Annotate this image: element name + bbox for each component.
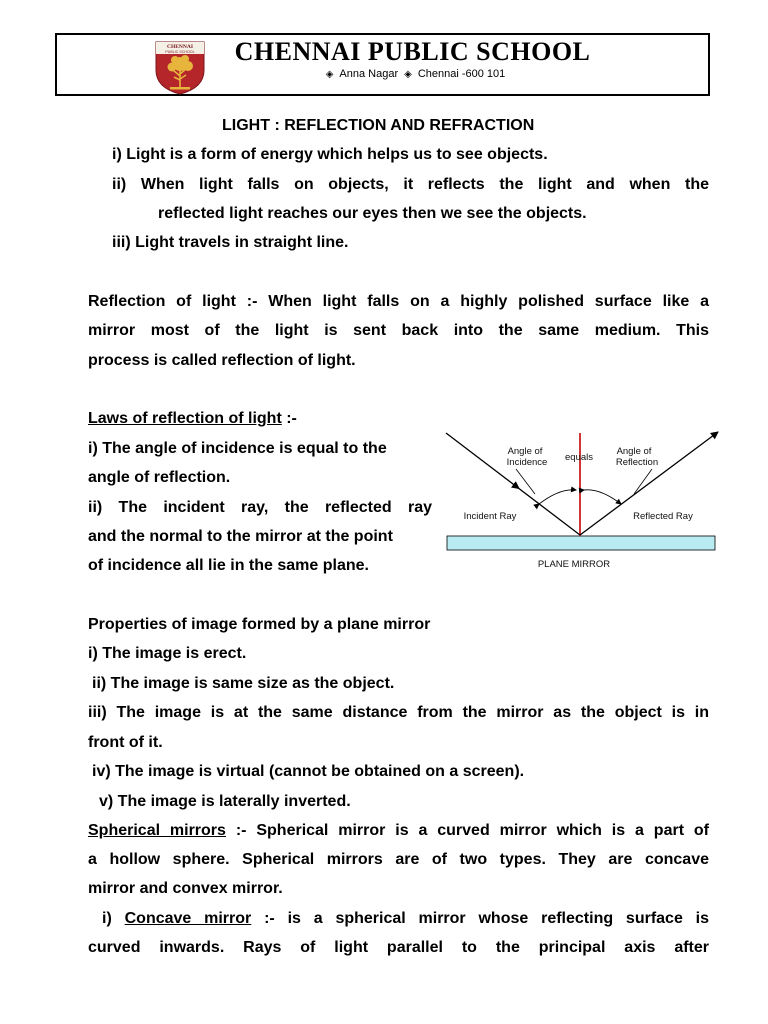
- laws-heading-suffix: :-: [281, 410, 297, 427]
- property-5: v) The image is laterally inverted.: [99, 793, 351, 810]
- reflection-diagram: [440, 428, 725, 576]
- law-1-line-2: angle of reflection.: [88, 469, 231, 486]
- reflection-definition-line-1: Reflection of light :- When light falls on a highly polished surface like a: [88, 293, 709, 310]
- concave-line-2: curved inwards. Rays of light parallel to the principal axis after: [88, 939, 709, 956]
- address-area: Anna Nagar: [339, 68, 399, 80]
- angle-incidence-label-2: Incidence: [506, 457, 548, 468]
- page-title: LIGHT : REFLECTION AND REFRACTION: [222, 117, 535, 134]
- property-1: i) The image is erect.: [88, 645, 247, 662]
- law-1-line-1: i) The angle of incidence is equal to the: [88, 440, 387, 457]
- angle-reflection-label-2: Reflection: [615, 457, 659, 468]
- reflection-angle-arc: [584, 490, 621, 504]
- reflection-label-pointer: [634, 469, 652, 494]
- plane-mirror: [447, 536, 715, 550]
- laws-heading: [88, 404, 297, 433]
- property-4: iv) The image is virtual (cannot be obtained on a screen).: [92, 763, 525, 780]
- diamond-bullet-icon: ◈: [404, 69, 412, 80]
- spherical-line-3: mirror and convex mirror.: [88, 880, 283, 897]
- reflection-definition-line-2: mirror most of the light is sent back into the same medium. This: [88, 322, 709, 339]
- law-2-line-3: of incidence all lie in the same plane.: [88, 557, 369, 574]
- equals-label: equals: [565, 452, 593, 463]
- logo-text-top: CHENNAI: [167, 44, 193, 50]
- intro-point-2-cont: reflected light reaches our eyes then we see the objects.: [158, 205, 587, 222]
- concave-line-1: [102, 904, 709, 933]
- spherical-line-2: a hollow sphere. Spherical mirrors are of two types. They are concave: [88, 851, 709, 868]
- spherical-line-1: [88, 816, 709, 845]
- diamond-bullet-icon: ◈: [325, 69, 334, 80]
- intro-point-1: i) Light is a form of energy which helps us to see objects.: [112, 146, 548, 163]
- school-header: [55, 33, 710, 96]
- property-2: ii) The image is same size as the object.: [92, 675, 395, 692]
- concave-heading: Concave mirror: [124, 910, 252, 927]
- law-2-line-2: and the normal to the mirror at the point: [88, 528, 393, 545]
- incident-ray-arrow-icon: [513, 484, 519, 489]
- spherical-heading: Spherical mirrors: [88, 822, 226, 839]
- property-3: iii) The image is at the same distance from the mirror as the object is in: [88, 704, 709, 721]
- laws-heading-text: Laws of reflection of light: [88, 410, 282, 427]
- incident-ray-label: Incident Ray: [463, 511, 517, 522]
- incidence-angle-arc: [539, 490, 576, 504]
- school-address: [57, 68, 708, 80]
- reflection-definition-line-3: process is called reflection of light.: [88, 352, 356, 369]
- spherical-line-1-rest: :- Spherical mirror is a curved mirror which is a part of: [225, 822, 709, 839]
- concave-line-1-rest: :- is a spherical mirror whose reflecting surface is: [251, 910, 710, 927]
- property-3-cont: front of it.: [88, 734, 163, 751]
- incidence-label-pointer: [516, 469, 535, 494]
- plane-mirror-label: PLANE MIRROR: [537, 559, 611, 570]
- angle-reflection-label-1: Angle of: [616, 446, 652, 457]
- address-city: Chennai -600 101: [417, 68, 506, 80]
- angle-incidence-label-1: Angle of: [507, 446, 543, 457]
- reflected-ray-label: Reflected Ray: [633, 511, 693, 522]
- concave-prefix: i): [102, 910, 125, 927]
- intro-point-3: iii) Light travels in straight line.: [112, 234, 349, 251]
- law-2-line-1: ii) The incident ray, the reflected ray: [88, 499, 432, 516]
- logo-text-bottom: PUBLIC SCHOOL: [165, 50, 195, 54]
- school-name: CHENNAI PUBLIC SCHOOL: [234, 37, 591, 66]
- properties-heading: Properties of image formed by a plane mirror: [88, 616, 431, 633]
- intro-point-2: ii) When light falls on objects, it reflects the light and when the: [112, 176, 709, 193]
